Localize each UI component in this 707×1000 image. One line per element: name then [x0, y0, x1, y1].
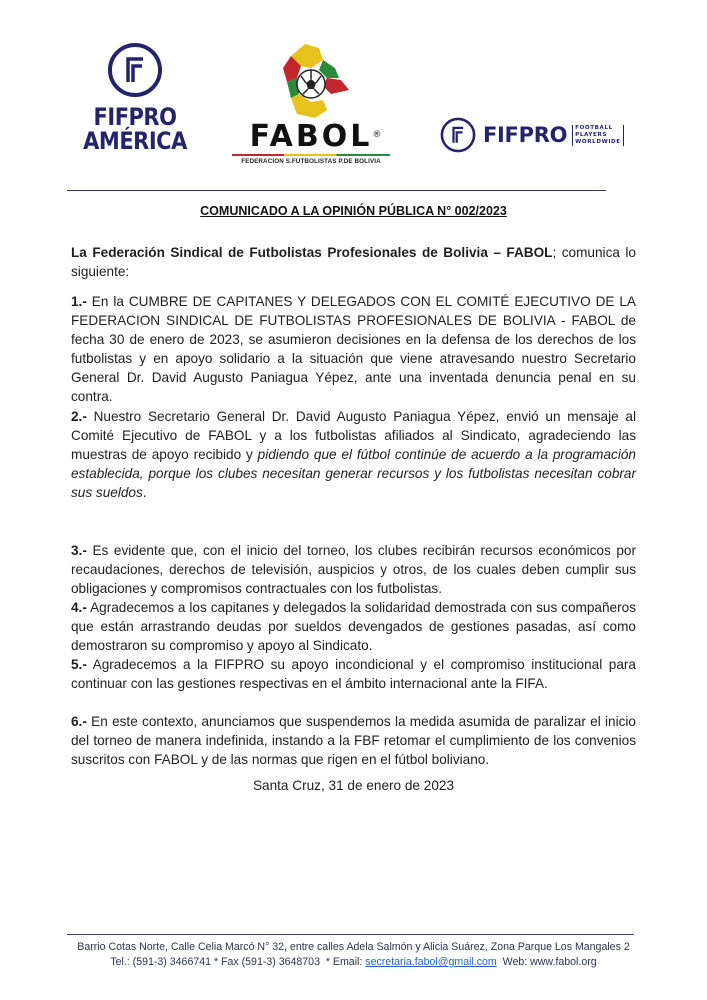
point-text: En este contexto, anunciamos que suspendemos la medida asumida de paralizar el inicio del torneo de manera indefinida, instando a la FBF retomar el cumplimiento de los convenios suscritos con FABOL y de las normas que rigen en el fútbol boliviano. — [71, 714, 636, 767]
footer-web: Web: www.fabol.org — [496, 956, 597, 968]
fifpro-america-line1: FIFPRO — [93, 103, 177, 131]
tagline-line: PLAYERS — [575, 131, 607, 138]
fifpro-worldwide-logo — [440, 117, 624, 153]
point-text: En la CUMBRE DE CAPITANES Y DELEGADOS CON EL COMITÉ EJECUTIVO DE LA FEDERACION SINDICAL DE FUTBOLISTAS PROFESIONALES DE BOLIVIA - FABOL de fecha 30 de enero de 2023, se asumieron decisiones en la defensa de los derechos de los futbolistas y en apoyo solidario a la situación que viene atravesando nuestro Secretario General Dr. David Augusto Paniagua Yépez, ante una inventada denuncia penal en su contra. — [71, 294, 636, 404]
point-number: 4.- — [71, 600, 87, 615]
point-number: 6.- — [71, 714, 87, 729]
point-6 — [71, 712, 636, 769]
fabol-logo — [226, 38, 396, 165]
point-text: Es evidente que, con el inicio del torneo, los clubes recibirán recursos económicos por recaudaciones, derechos de televisión, auspicios y otros, de los cuales deben cumplir sus obligaciones y compromisos contractuales con los futbolistas. — [71, 543, 636, 596]
registered-mark: ® — [372, 130, 385, 140]
point-number: 1.- — [71, 294, 87, 309]
tagline-line: WORLDWIDE — [575, 138, 621, 145]
fifpro-tagline — [572, 125, 624, 146]
bolivia-map-ball-icon — [261, 38, 361, 122]
fifpro-america-logo — [80, 42, 190, 155]
fifpro-wordmark: FIFPRO — [483, 123, 568, 147]
point-1 — [71, 292, 636, 406]
footer-contact — [0, 955, 707, 970]
point-text: Agradecemos a los capitanes y delegados la solidaridad demostrada con sus compañeros que están arrastrando deudas por sueldos devengados de gestiones pasadas, así como demostraron su compromiso y apoyo al Sindicato. — [71, 600, 636, 653]
fifpro-america-line2: AMÉRICA — [83, 127, 187, 155]
intro-rest: ; comunica lo siguiente: — [71, 245, 636, 279]
tagline-line: FOOTBALL — [575, 124, 613, 131]
point-text: Nuestro Secretario General Dr. David Augusto Paniagua Yépez, envió un mensaje al Comité Ejecutivo de FABOL y a los futbolistas afiliados al Sindicato, agradeciendo las muestras de apoyo recibido y — [71, 409, 636, 462]
fabol-wordmark — [226, 119, 396, 154]
document-title: COMUNICADO A LA OPINIÓN PÚBLICA N° 002/2023 — [200, 204, 507, 218]
header-divider — [67, 190, 606, 191]
intro-bold: La Federación Sindical de Futbolistas Profesionales de Bolivia – FABOL — [71, 245, 553, 260]
point-italic-text: pidiendo que el fútbol continúe de acuerdo a la programación establecida, porque los clubes necesitan generar recursos y los futbolistas necesitan cobrar sus sueldos — [71, 447, 636, 500]
point-number: 3.- — [71, 543, 87, 558]
fabol-color-stripe — [232, 154, 390, 156]
footer — [0, 940, 707, 970]
point-end: . — [142, 485, 147, 500]
point-5 — [71, 655, 636, 693]
email-link[interactable]: secretaria.fabol@gmail.com — [365, 956, 497, 968]
fifpro-circle-icon — [440, 117, 476, 153]
signoff-date: Santa Cruz, 31 de enero de 2023 — [252, 778, 455, 793]
fabol-word: FABOL — [249, 119, 373, 154]
point-4 — [71, 598, 636, 655]
fabol-subtitle: FEDERACION S.FUTBOLISTAS P.DE BOLIVIA — [241, 158, 381, 165]
point-number: 2.- — [71, 409, 87, 424]
footer-phone-fax: Tel.: (591-3) 3466741 * Fax (591-3) 3648703 * Email: — [110, 956, 366, 968]
footer-divider — [67, 934, 634, 935]
intro-paragraph — [71, 243, 636, 281]
fifpro-circle-icon — [107, 42, 163, 98]
point-number: 5.- — [71, 657, 87, 672]
point-3 — [71, 541, 636, 598]
point-text: Agradecemos a la FIFPRO su apoyo incondicional y el compromiso institucional para continuar con las gestiones respectivas en el ámbito internacional ante la FIFA. — [71, 657, 636, 691]
footer-address: Barrio Cotas Norte, Calle Celia Marcó N° 32, entre calles Adela Salmón y Alicia Suárez, Zona Parque Los Mangales 2 — [77, 941, 630, 953]
point-2 — [71, 407, 636, 502]
